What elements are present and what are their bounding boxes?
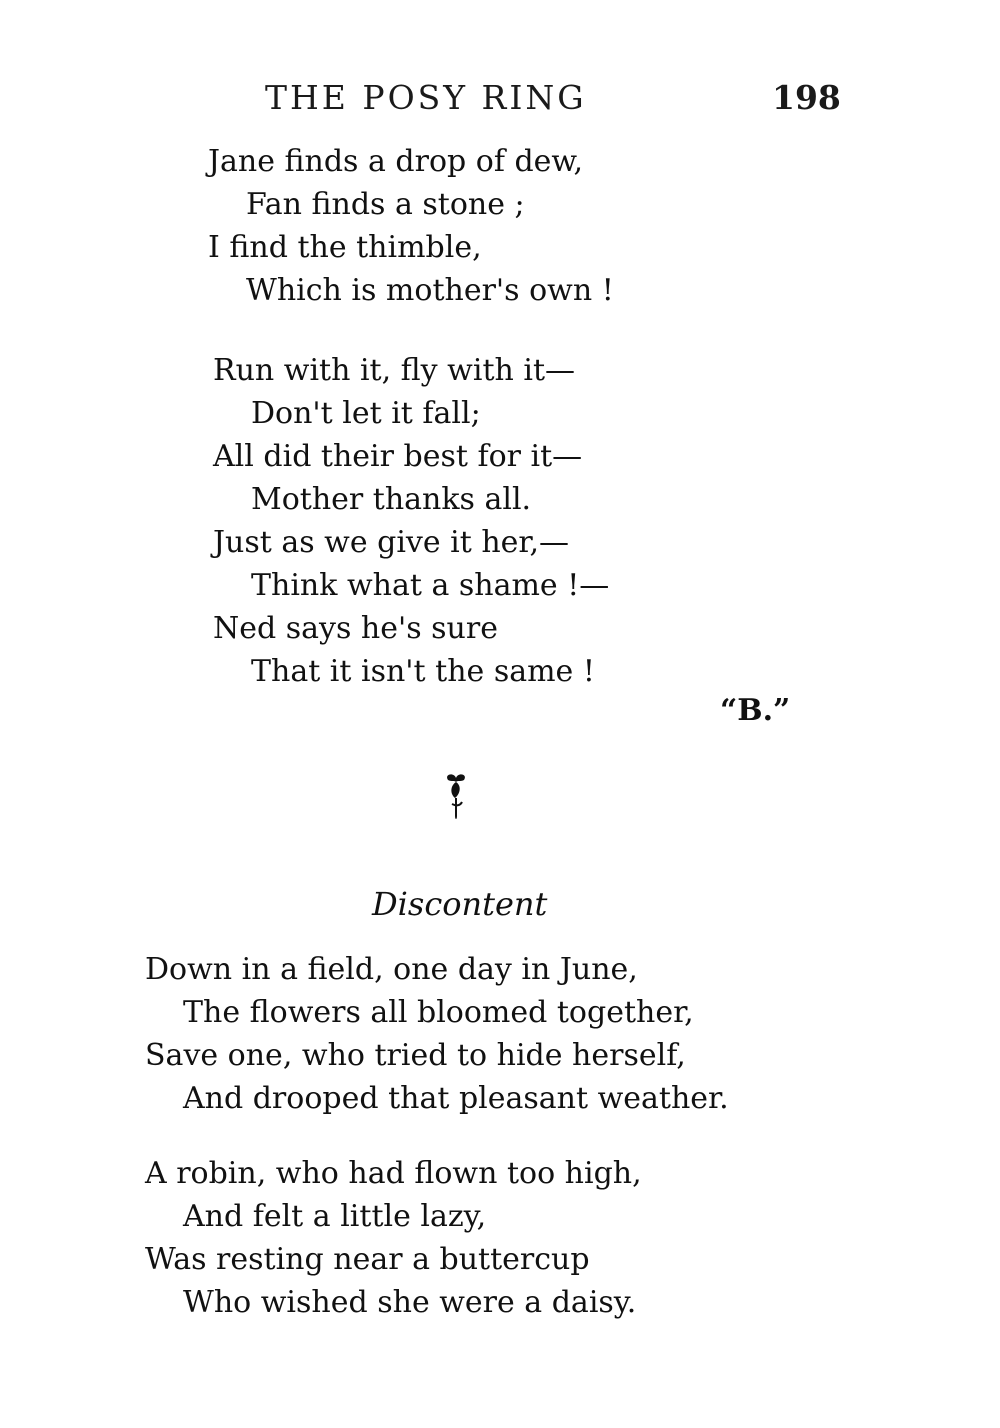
page-number: 198 <box>772 78 841 117</box>
poem-title: Discontent <box>372 885 548 923</box>
poem-line: Which is mother's own ! <box>246 273 614 308</box>
poem-line: And felt a little lazy, <box>183 1199 487 1234</box>
poem-line: Don't let it fall; <box>251 396 481 431</box>
poem-line: Was resting near a buttercup <box>145 1242 590 1277</box>
poem-line: Just as we give it her,— <box>213 525 570 560</box>
poem-line: Jane finds a drop of dew, <box>208 144 584 179</box>
poem-line: That it isn't the same ! <box>251 654 595 689</box>
poem-line: Save one, who tried to hide herself, <box>145 1038 686 1073</box>
poem-line: I find the thimble, <box>208 230 482 265</box>
poem-line: And drooped that pleasant weather. <box>183 1081 729 1116</box>
poem-line: Who wished she were a daisy. <box>183 1285 637 1320</box>
running-title: THE POSY RING <box>265 78 587 117</box>
poem-stanza <box>145 1152 642 1324</box>
poem-stanza <box>208 140 614 312</box>
poem-stanza <box>145 948 729 1120</box>
fleuron-ornament-icon <box>438 770 474 826</box>
poem-line: Think what a shame !— <box>251 568 610 603</box>
poem-line: Fan finds a stone ; <box>246 187 525 222</box>
poem-stanza <box>213 349 609 693</box>
poem-attribution: “B.” <box>720 693 791 728</box>
poem-line: Mother thanks all. <box>251 482 532 517</box>
poem-line: Down in a field, one day in June, <box>145 952 638 987</box>
poem-line: All did their best for it— <box>213 439 583 474</box>
poem-line: The flowers all bloomed together, <box>183 995 694 1030</box>
poem-line: Run with it, fly with it— <box>213 353 576 388</box>
poem-line: A robin, who had flown too high, <box>145 1156 642 1191</box>
poem-line: Ned says he's sure <box>213 611 498 646</box>
